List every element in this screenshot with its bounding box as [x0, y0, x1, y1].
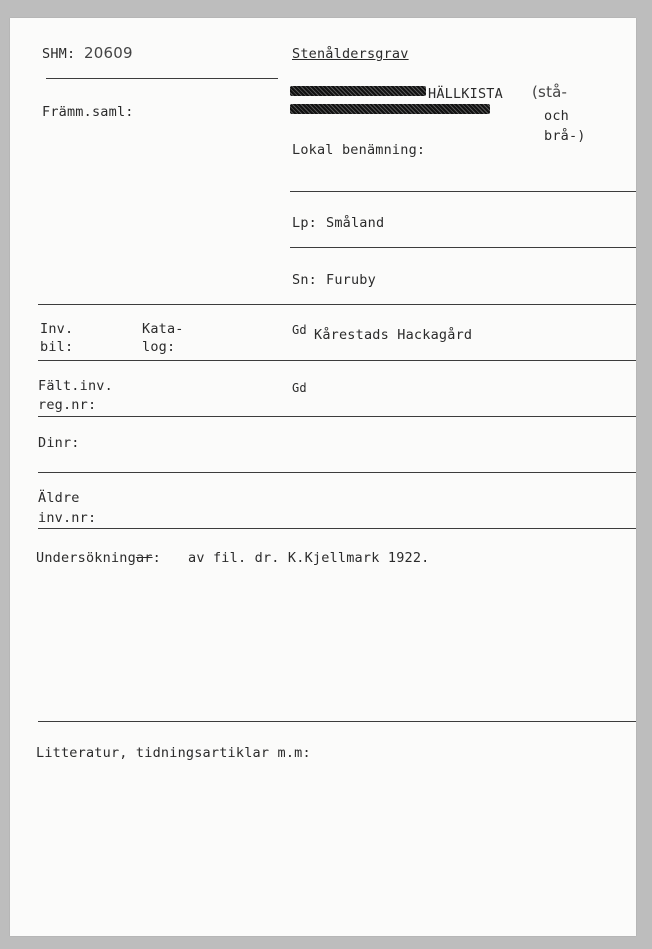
divider: [290, 247, 636, 248]
bil-label: bil:: [40, 339, 74, 355]
aldre-label: Äldre: [38, 490, 80, 506]
shm-number: 20609: [84, 44, 133, 62]
divider: [290, 191, 636, 192]
reg-nr-label: reg.nr:: [38, 397, 97, 413]
gd-value: Kårestads Hackagård: [314, 327, 473, 343]
divider: [38, 528, 636, 529]
litteratur-label: Litteratur, tidningsartiklar m.m:: [36, 745, 311, 761]
aldre-inv-nr-label: inv.nr:: [38, 510, 97, 526]
log-label: log:: [142, 339, 176, 355]
hallkista-text: HÄLLKISTA: [428, 86, 503, 102]
inv-label: Inv.: [40, 321, 74, 337]
divider: [38, 721, 636, 722]
undersokningar-label: Undersökningar:: [36, 550, 161, 566]
hallkista-note: (stå-: [532, 83, 568, 101]
gd-label: Gd: [292, 381, 307, 395]
divider: [38, 416, 636, 417]
redaction-bar: [290, 86, 426, 96]
lp-label: Lp:: [292, 215, 317, 231]
redaction-bar: [290, 104, 490, 114]
falt-inv-label: Fält.inv.: [38, 378, 113, 394]
dinr-label: Dinr:: [38, 435, 80, 451]
sn-value: Furuby: [326, 272, 376, 288]
lp-value: Småland: [326, 215, 385, 231]
shm-label: SHM:: [42, 46, 76, 62]
hallkista-note: brå-): [544, 128, 586, 144]
catalog-card: [10, 18, 636, 936]
gd-label: Gd: [292, 323, 307, 337]
undersokningar-value: av fil. dr. K.Kjellmark 1922.: [188, 550, 430, 566]
sn-label: Sn:: [292, 272, 317, 288]
divider: [38, 304, 636, 305]
lokal-label: Lokal benämning:: [292, 142, 426, 158]
hallkista-note: och: [544, 108, 569, 124]
framm-saml-label: Främm.saml:: [42, 104, 134, 120]
card-title: Stenåldersgrav: [292, 46, 409, 62]
divider: [46, 78, 278, 79]
divider: [38, 360, 636, 361]
kata-label: Kata-: [142, 321, 184, 337]
divider: [38, 472, 636, 473]
